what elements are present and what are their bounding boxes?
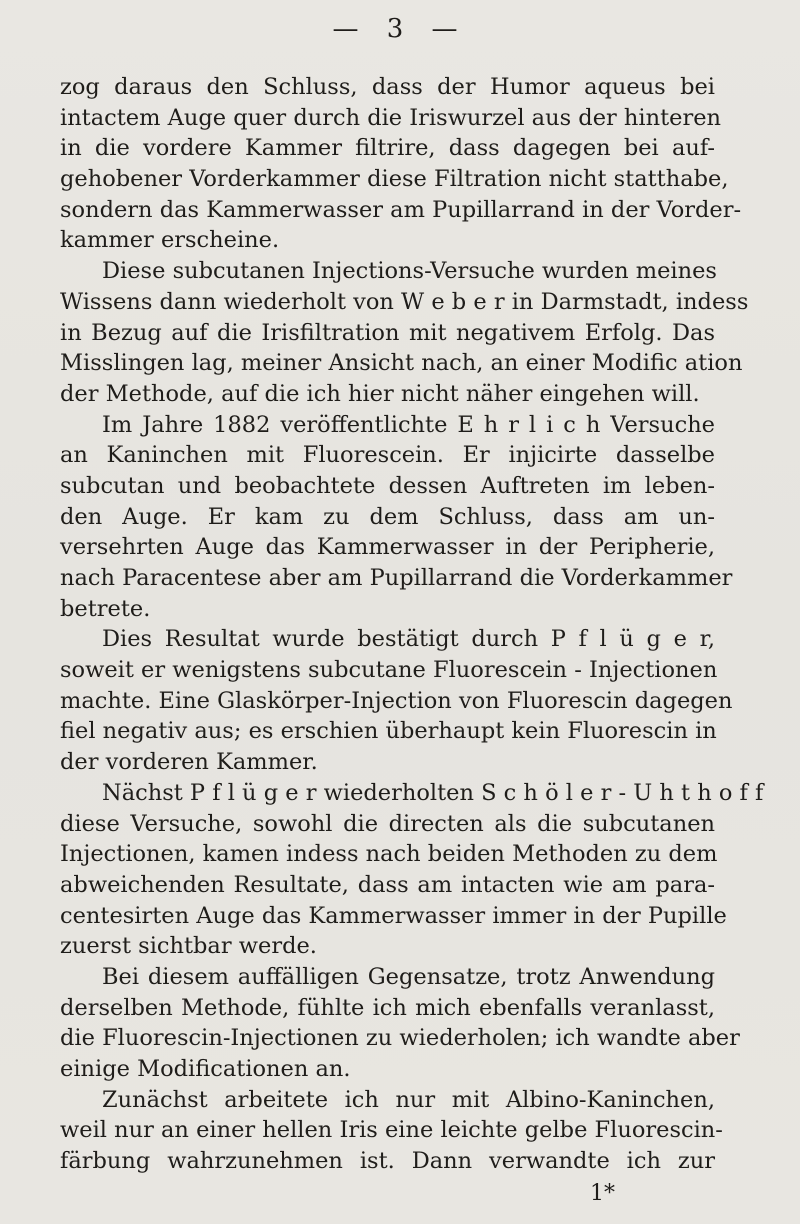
text-line: gehobener Vorderkammer diese Filtration nicht statthabe, [60,166,729,193]
text-line: centesirten Auge das Kammerwasser immer in der Pupille [60,902,727,929]
text-line: zuerst sichtbar werde. [60,933,317,960]
text-line: Nächst P f l ü g e r wiederholten S c h ö l e r - U h t h o f f [102,779,764,806]
text-line: subcutan und beobachtete dessen Auftreten im leben- [60,472,715,499]
signature-mark: 1* [590,1181,615,1206]
text-line: derselben Methode, fühlte ich mich ebenfalls veranlasst, [60,994,715,1021]
text-line: soweit er wenigstens subcutane Fluorescein - Injectionen [60,657,718,684]
text-line: Injectionen, kamen indess nach beiden Methoden zu dem [60,841,718,868]
text-line: fiel negativ aus; es erschien überhaupt kein Fluorescin in [60,718,717,745]
text-line: einige Modificationen an. [60,1056,351,1082]
body-text [60,72,764,1177]
text-line: in die vordere Kammer filtrire, dass dagegen bei auf- [60,135,715,162]
text-line: Dies Resultat wurde bestätigt durch P f l ü g e r, [102,626,715,653]
text-line: betrete. [60,595,151,622]
text-line: zog daraus den Schluss, dass der Humor aqueus bei [60,74,715,100]
text-line: sondern das Kammerwasser am Pupillarrand in der Vorder- [60,196,742,223]
text-line: in Bezug auf die Irisfiltration mit negativem Erfolg. Das [60,319,715,346]
page-number: — 3 — [332,14,468,44]
text-line: Bei diesem auffälligen Gegensatze, trotz Anwendung [102,963,715,990]
text-line: Diese subcutanen Injections-Versuche wurden meines [102,258,717,285]
text-line: der Methode, auf die ich hier nicht näher eingehen will. [60,380,700,407]
text-line: an Kaninchen mit Fluorescein. Er injicirte dasselbe [60,442,715,469]
text-line: der vorderen Kammer. [60,749,318,776]
text-line: nach Paracentese aber am Pupillarrand die Vorderkammer [60,565,733,591]
text-line: den Auge. Er kam zu dem Schluss, dass am un- [60,503,715,530]
text-line: machte. Eine Glaskörper-Injection von Fluorescin dagegen [60,687,733,714]
text-line: die Fluorescin-Injectionen zu wiederholen; ich wandte aber [60,1025,740,1052]
text-line: färbung wahrzunehmen ist. Dann verwandte ich zur [60,1148,715,1175]
text-line: versehrten Auge das Kammerwasser in der Peripherie, [60,534,715,561]
text-line: abweichenden Resultate, dass am intacten wie am para- [60,871,715,898]
text-line: Misslingen lag, meiner Ansicht nach, an einer Modific ation [60,350,743,377]
text-line: Zunächst arbeitete ich nur mit Albino-Kaninchen, [102,1086,715,1113]
text-line: Wissens dann wiederholt von W e b e r in Darmstadt, indess [60,288,749,315]
text-line: kammer erscheine. [60,227,280,254]
text-line: intactem Auge quer durch die Iriswurzel aus der hinteren [60,104,722,131]
text-line: weil nur an einer hellen Iris eine leichte gelbe Fluorescin- [60,1117,723,1144]
text-line: Im Jahre 1882 veröffentlichte E h r l i c h Versuche [102,411,715,438]
text-line: diese Versuche, sowohl die directen als die subcutanen [60,810,715,837]
